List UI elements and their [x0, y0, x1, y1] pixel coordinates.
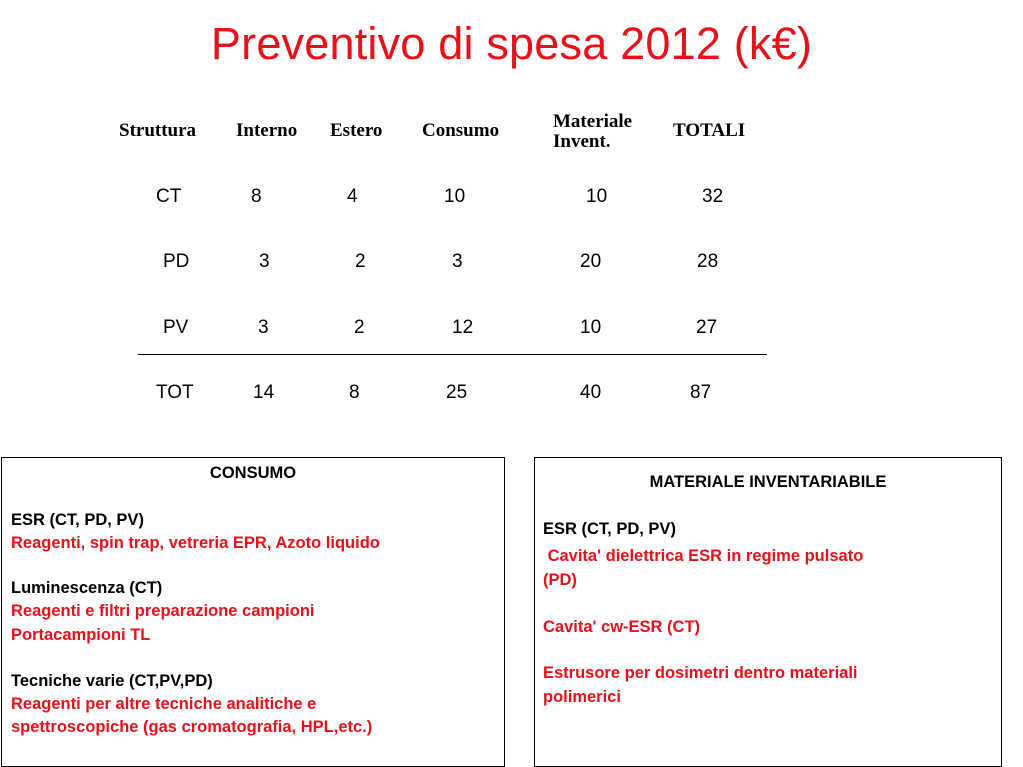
- consumo-esr-detail: Reagenti, spin trap, vetreria EPR, Azoto liquido: [11, 534, 380, 552]
- materiale-heading: MATERIALE INVENTARIABILE: [649, 473, 887, 491]
- header-totali: TOTALI: [673, 120, 746, 141]
- row-pv-estero: 2: [354, 317, 365, 338]
- row-pv-totali: 27: [696, 317, 718, 338]
- row-tot-materiale: 40: [580, 382, 602, 403]
- row-pv-materiale: 10: [580, 317, 602, 338]
- row-tot-totali: 87: [690, 382, 712, 403]
- consumo-heading: CONSUMO: [209, 464, 297, 482]
- row-tot-interno: 14: [253, 382, 275, 403]
- consumo-tecniche-detail-2: spettroscopiche (gas cromatografia, HPL,etc.): [11, 718, 373, 736]
- row-pv-consumo: 12: [452, 317, 474, 338]
- materiale-item-estrusore-1: Estrusore per dosimetri dentro materiali: [543, 664, 858, 682]
- consumo-box: [1, 457, 505, 767]
- materiale-item-estrusore-2: polimerici: [543, 688, 621, 706]
- materiale-item-cavita-pulsato-2: (PD): [543, 571, 577, 589]
- consumo-luminescenza-detail-2: Portacampioni TL: [11, 626, 151, 644]
- consumo-luminescenza-label: Luminescenza (CT): [11, 579, 163, 597]
- row-ct-struttura: CT: [156, 186, 182, 207]
- total-divider-line: [138, 354, 767, 355]
- row-tot-consumo: 25: [446, 382, 468, 403]
- row-ct-materiale: 10: [586, 186, 608, 207]
- row-pv-interno: 3: [258, 317, 269, 338]
- row-ct-interno: 8: [251, 186, 262, 207]
- materiale-item-cavita-pulsato-1: Cavita' dielettrica ESR in regime pulsato: [543, 547, 864, 565]
- header-consumo: Consumo: [422, 120, 500, 141]
- row-pd-struttura: PD: [163, 251, 190, 272]
- consumo-luminescenza-detail-1: Reagenti e filtri preparazione campioni: [11, 602, 315, 620]
- consumo-tecniche-detail-1: Reagenti per altre tecniche analitiche e: [11, 695, 317, 713]
- header-materiale-line1: Materiale: [553, 111, 633, 132]
- consumo-esr-label: ESR (CT, PD, PV): [11, 511, 144, 529]
- row-tot-estero: 8: [349, 382, 360, 403]
- page-title: Preventivo di spesa 2012 (k€): [210, 18, 813, 69]
- consumo-tecniche-label: Tecniche varie (CT,PV,PD): [11, 672, 213, 690]
- materiale-item-cavita-cw: Cavita' cw-ESR (CT): [543, 618, 701, 636]
- row-pd-consumo: 3: [452, 251, 463, 272]
- header-materiale-line2: Invent.: [553, 131, 611, 152]
- row-pd-totali: 28: [697, 251, 719, 272]
- row-pd-estero: 2: [355, 251, 366, 272]
- row-pd-interno: 3: [259, 251, 270, 272]
- header-struttura: Struttura: [119, 120, 197, 141]
- row-pd-materiale: 20: [580, 251, 602, 272]
- materiale-esr-label: ESR (CT, PD, PV): [543, 520, 676, 538]
- row-ct-estero: 4: [347, 186, 358, 207]
- materiale-box: [534, 457, 1002, 767]
- header-interno: Interno: [236, 120, 298, 141]
- row-tot-struttura: TOT: [156, 382, 194, 403]
- row-ct-totali: 32: [702, 186, 724, 207]
- header-estero: Estero: [330, 120, 383, 141]
- row-pv-struttura: PV: [163, 317, 189, 338]
- row-ct-consumo: 10: [444, 186, 466, 207]
